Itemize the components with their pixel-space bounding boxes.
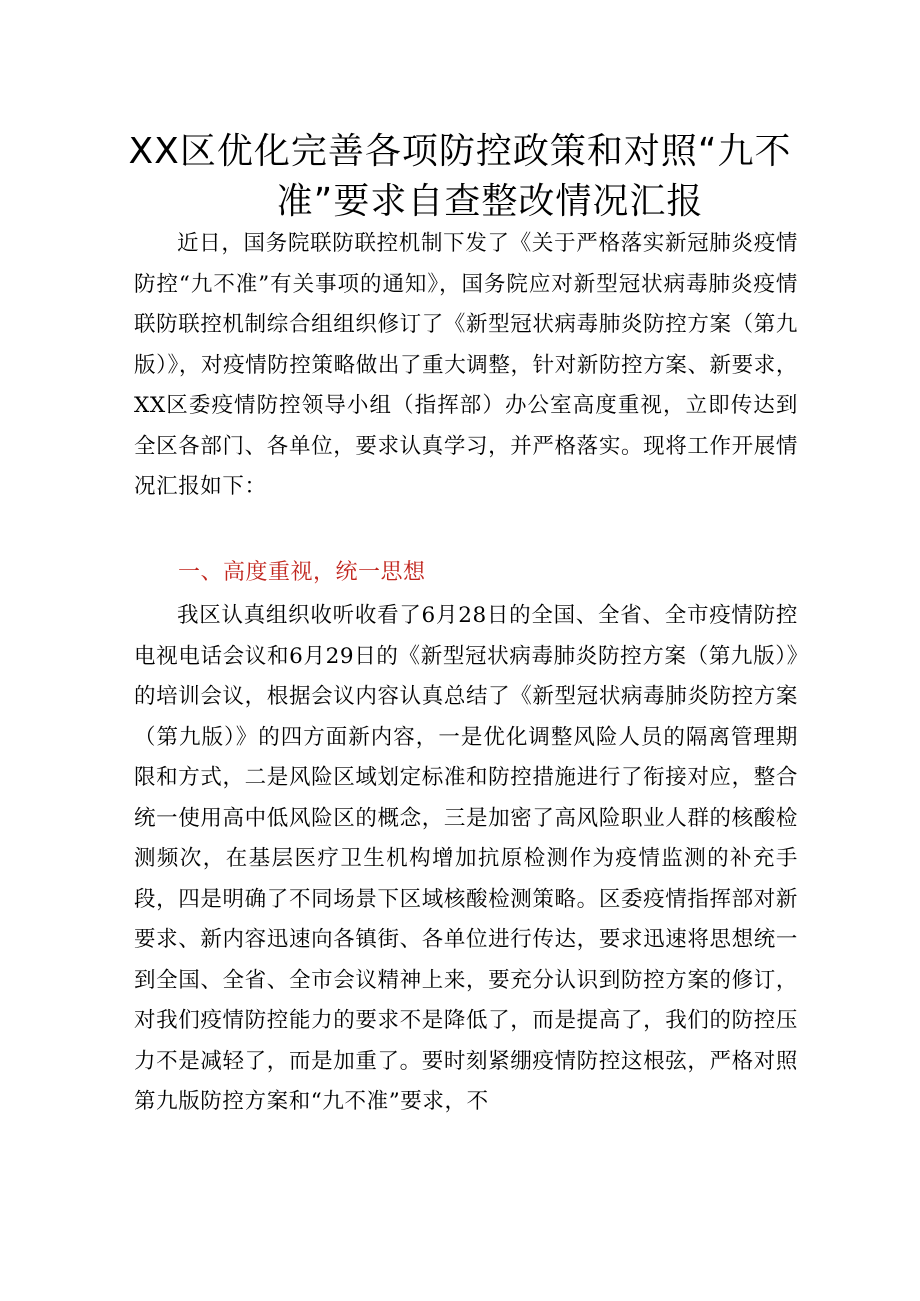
document-title-line-1: XX区优化完善各项防控政策和对照“九不 <box>128 131 792 172</box>
document-title-line-2: 准”要求自查整改情况汇报 <box>276 181 704 222</box>
intro-paragraph: 近日，国务院联防联控机制下发了《关于严格落实新冠肺炎疫情防控“九不准”有关事项的通知》，国务院应对新型冠状病毒肺炎疫情联防联控机制综合组组织修订了《新型冠状病毒肺炎防控方案（第九版）》，对疫情防控策略做出了重大调整，针对新防控方案、新要求，XX区委疫情防控领导小组（指挥部）办公室高度重视，立即传达到全区各部门、各单位，要求认真学习，并严格落实。现将工作开展情况汇报如下： <box>134 231 798 499</box>
section-heading: 一、高度重视，统一思想 <box>178 560 426 585</box>
section-body-paragraph: 我区认真组织收听收看了6月28日的全国、全省、全市疫情防控电视电话会议和6月29日的《新型冠状病毒肺炎防控方案（第九版）》的培训会议，根据会议内容认真总结了《新型冠状病毒肺炎防控方案（第九版）》的四方面新内容，一是优化调整风险人员的隔离管理期限和方式，二是风险区域划定标准和防控措施进行了衔接对应，整合统一使用高中低风险区的概念，三是加密了高风险职业人群的核酸检测频次，在基层医疗卫生机构增加抗原检测作为疫情监测的补充手段，四是明确了不同场景下区域核酸检测策略。区委疫情指挥部对新要求、新内容迅速向各镇街、各单位进行传达，要求迅速将思想统一到全国、全省、全市会议精神上来，要充分认识到防控方案的修订，对我们疫情防控能力的要求不是降低了，而是提高了，我们的防控压力不是减轻了，而是加重了。要时刻紧绷疫情防控这根弦，严格对照第九版防控方案和“九不准”要求，不 <box>134 603 798 1114</box>
